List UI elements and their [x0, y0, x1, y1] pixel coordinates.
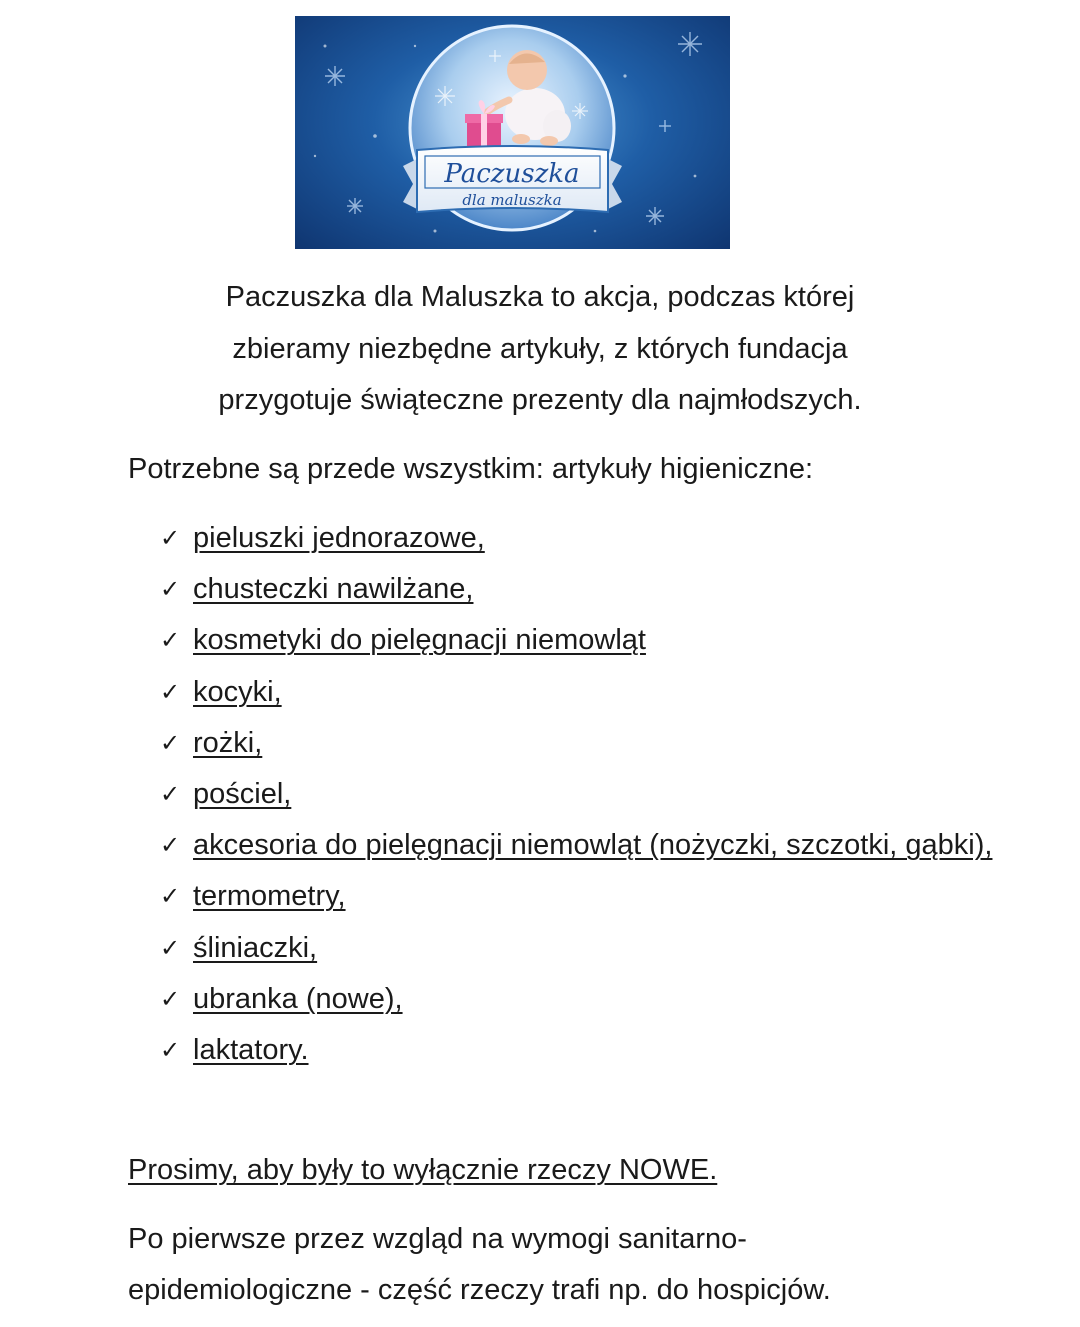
reason-line: epidemiologiczne - część rzeczy trafi np. do hospicjów. [128, 1274, 831, 1306]
list-item [160, 820, 1020, 871]
checkmark-icon: ✓ [160, 728, 181, 757]
checkmark-icon: ✓ [160, 831, 181, 860]
list-item-text: kosmetyki do pielęgnacji niemowląt [193, 624, 646, 657]
list-item-text: pieluszki jednorazowe, [193, 522, 485, 554]
list-item [160, 871, 1020, 922]
list-item-text: akcesoria do pielęgnacji niemowląt (nożyczki, szczotki, gąbki), [193, 829, 993, 862]
intro-line: Paczuszka dla Maluszka to akcja, podczas której [225, 281, 855, 313]
list-item [160, 1025, 1020, 1076]
list-item [160, 564, 1020, 615]
checkmark-icon: ✓ [160, 984, 181, 1013]
list-item [160, 923, 1020, 974]
banner-subtitle: dla maluszka [462, 191, 562, 209]
checkmark-icon: ✓ [160, 575, 181, 604]
list-item [160, 718, 1020, 769]
list-item [160, 513, 1020, 564]
campaign-banner-image [295, 16, 730, 249]
items-checklist [160, 513, 1020, 1076]
list-item [160, 769, 1020, 820]
checkmark-icon: ✓ [160, 1036, 181, 1065]
list-item-text: ubranka (nowe), [193, 982, 403, 1015]
intro-line: zbieramy niezbędne artykuły, z których fundacja [232, 332, 848, 365]
list-item [160, 974, 1020, 1025]
list-item [160, 667, 1020, 718]
list-item [160, 615, 1020, 666]
checkmark-icon: ✓ [160, 524, 181, 552]
checkmark-icon: ✓ [160, 780, 181, 809]
checkmark-icon: ✓ [160, 933, 181, 962]
checkmark-icon: ✓ [160, 677, 181, 706]
list-item-text: kocyki, [193, 675, 282, 708]
list-item-text: termometry, [193, 880, 346, 913]
list-item-text: śliniaczki, [193, 931, 318, 964]
checkmark-icon: ✓ [160, 882, 181, 911]
new-items-notice: Prosimy, aby były to wyłącznie rzeczy NOWE. [128, 1154, 718, 1186]
needs-heading: Potrzebne są przede wszystkim: artykuły higieniczne: [128, 453, 814, 485]
list-item-text: pościel, [193, 778, 292, 811]
checkmark-icon: ✓ [160, 626, 181, 655]
intro-paragraph [120, 272, 960, 427]
reason-paragraph [128, 1214, 1028, 1316]
intro-line: przygotuje świąteczne prezenty dla najmłodszych. [218, 384, 862, 416]
banner-illustration [295, 16, 730, 249]
list-item-text: rożki, [193, 726, 263, 759]
list-item-text: chusteczki nawilżane, [193, 573, 474, 606]
list-item-text: laktatory. [193, 1034, 309, 1067]
reason-line: Po pierwsze przez wzgląd na wymogi sanitarno- [128, 1223, 747, 1255]
banner-title: Paczuszka [444, 159, 580, 189]
